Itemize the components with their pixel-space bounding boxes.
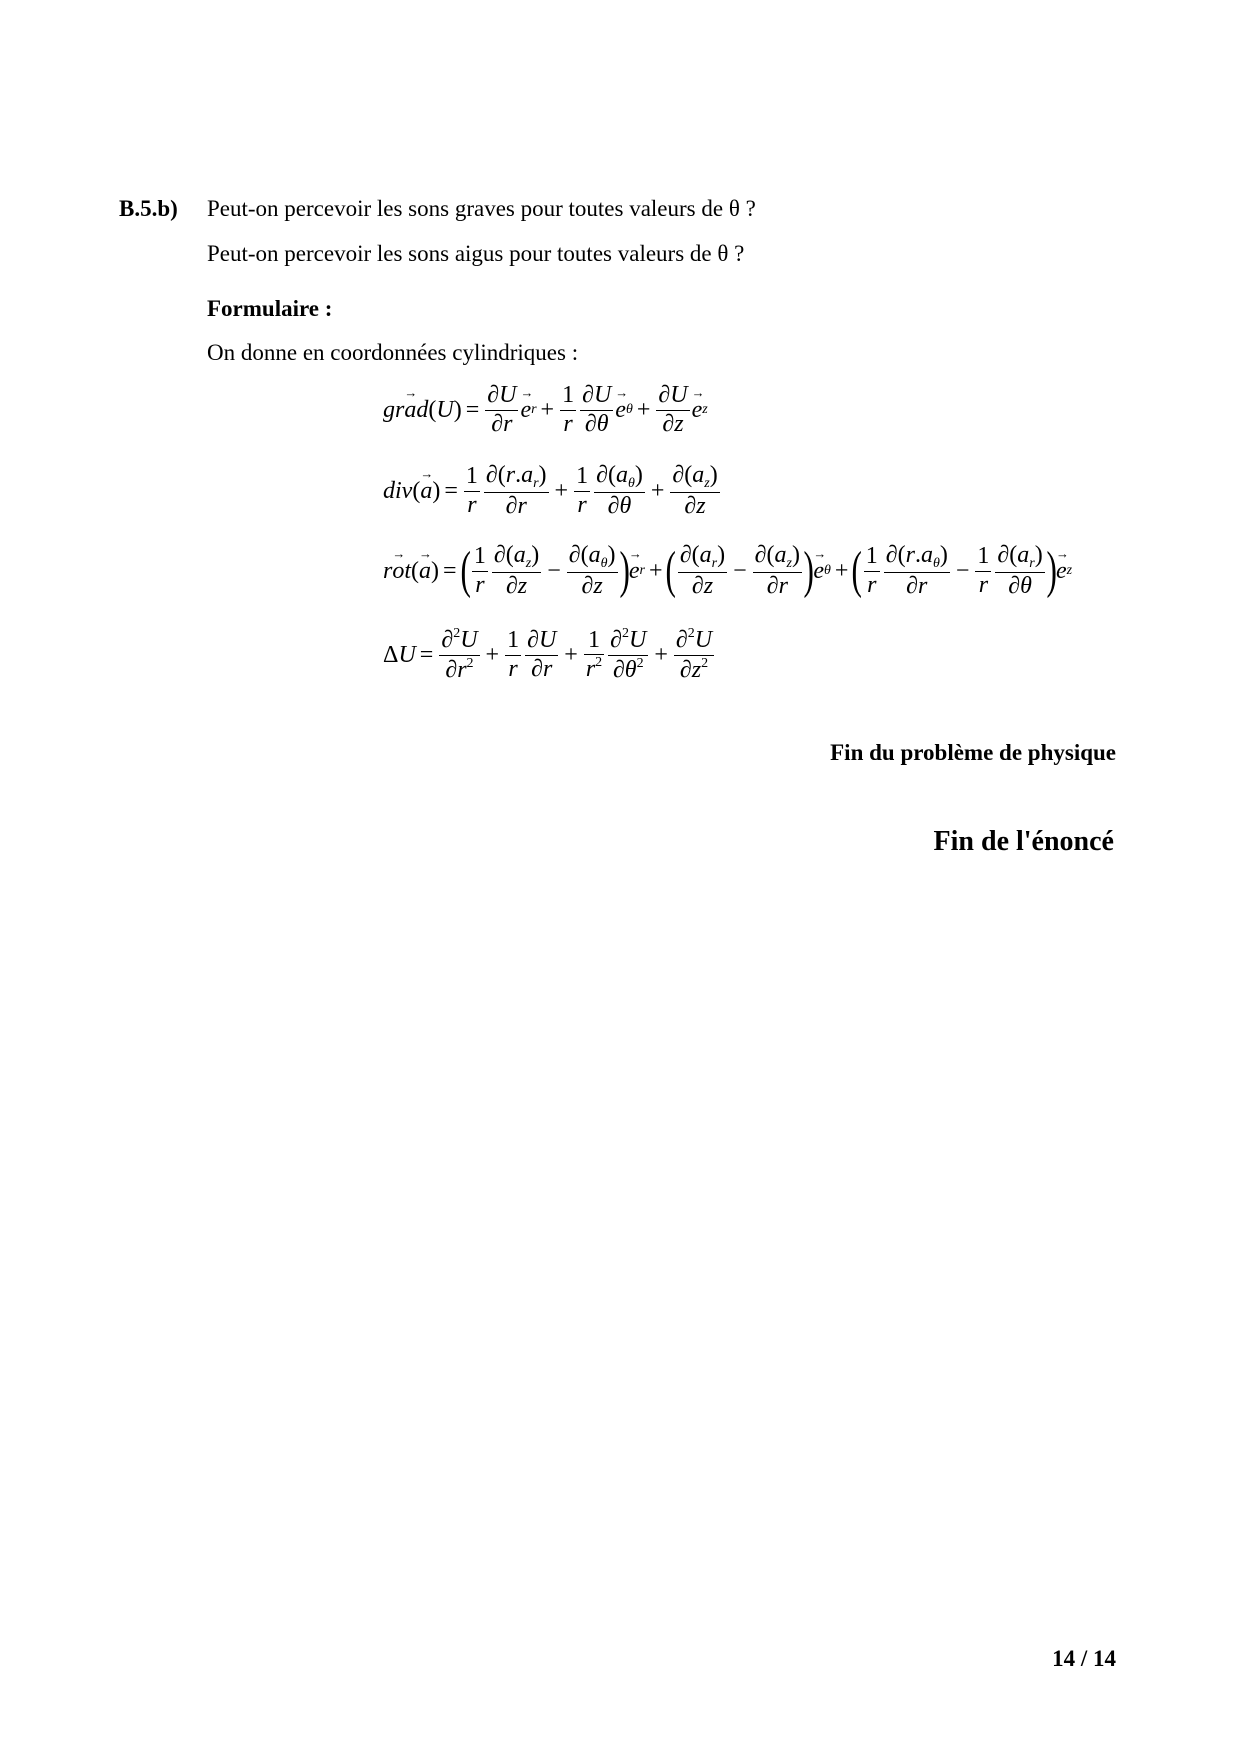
page-number: 14 / 14 (1052, 1646, 1116, 1671)
laplacian-formula: Δ U = $\frac{\partial^2U}{\partial r^2}$ + $\frac{1}{r}$ $\frac{\partial U}{\partial r}$ + $\frac{1}{r^2}$ $\frac{\partial^2U}{\partial\theta^2}$ + $\frac{\partial^2U}{\partial z^2}$ (383, 626, 713, 683)
rotational-formula: r→ ot ( → a ) = ( $\frac{1}{r}$ $\frac{\partial(a_z)}{\partial z}$ − $\frac{\partial(a_\theta)}{\partial z}$ ) → e r + ( $\frac{\partial(a_r)}{\partial z}$ − $\frac{\partial(a_z)}{\partial r}$ ) → e θ + ( $\frac{1}{r}$ $\frac{\partial(r.a_\theta)}{\partial r}$ − $\frac{1}{r}$ $\frac{\partial(a_r)}{\partial\theta}$ ) → e z (383, 542, 1072, 601)
question-ref: B.5.b) (119, 196, 178, 221)
formulaire-intro: On donne en coordonnées cylindriques : (207, 340, 579, 365)
question-line-1: Peut-on percevoir les sons graves pour toutes valeurs de θ ? (207, 196, 756, 221)
end-of-problem: Fin du problème de physique (830, 740, 1116, 765)
divergence-formula: div ( → a ) = $\frac{1}{r}$ $\frac{\partial(r.a_r)}{\partial r}$ + $\frac{1}{r}$ $\frac{\partial(a_\theta)}{\partial\theta}$ + $\frac{\partial(a_z)}{\partial z}$ (383, 462, 722, 521)
formulaire-heading: Formulaire : (207, 296, 333, 321)
gradient-formula: gr→ ad ( U ) = $\frac{\partial U}{\partial r}$ → e r + $\frac{1}{r}$ $\frac{\partial U}{\partial\theta}$ → e θ + $\frac{\partial U}{\partial z}$ → e z (383, 382, 708, 438)
end-of-statement: Fin de l'énoncé (933, 826, 1114, 857)
question-line-2: Peut-on percevoir les sons aigus pour toutes valeurs de θ ? (207, 241, 745, 266)
